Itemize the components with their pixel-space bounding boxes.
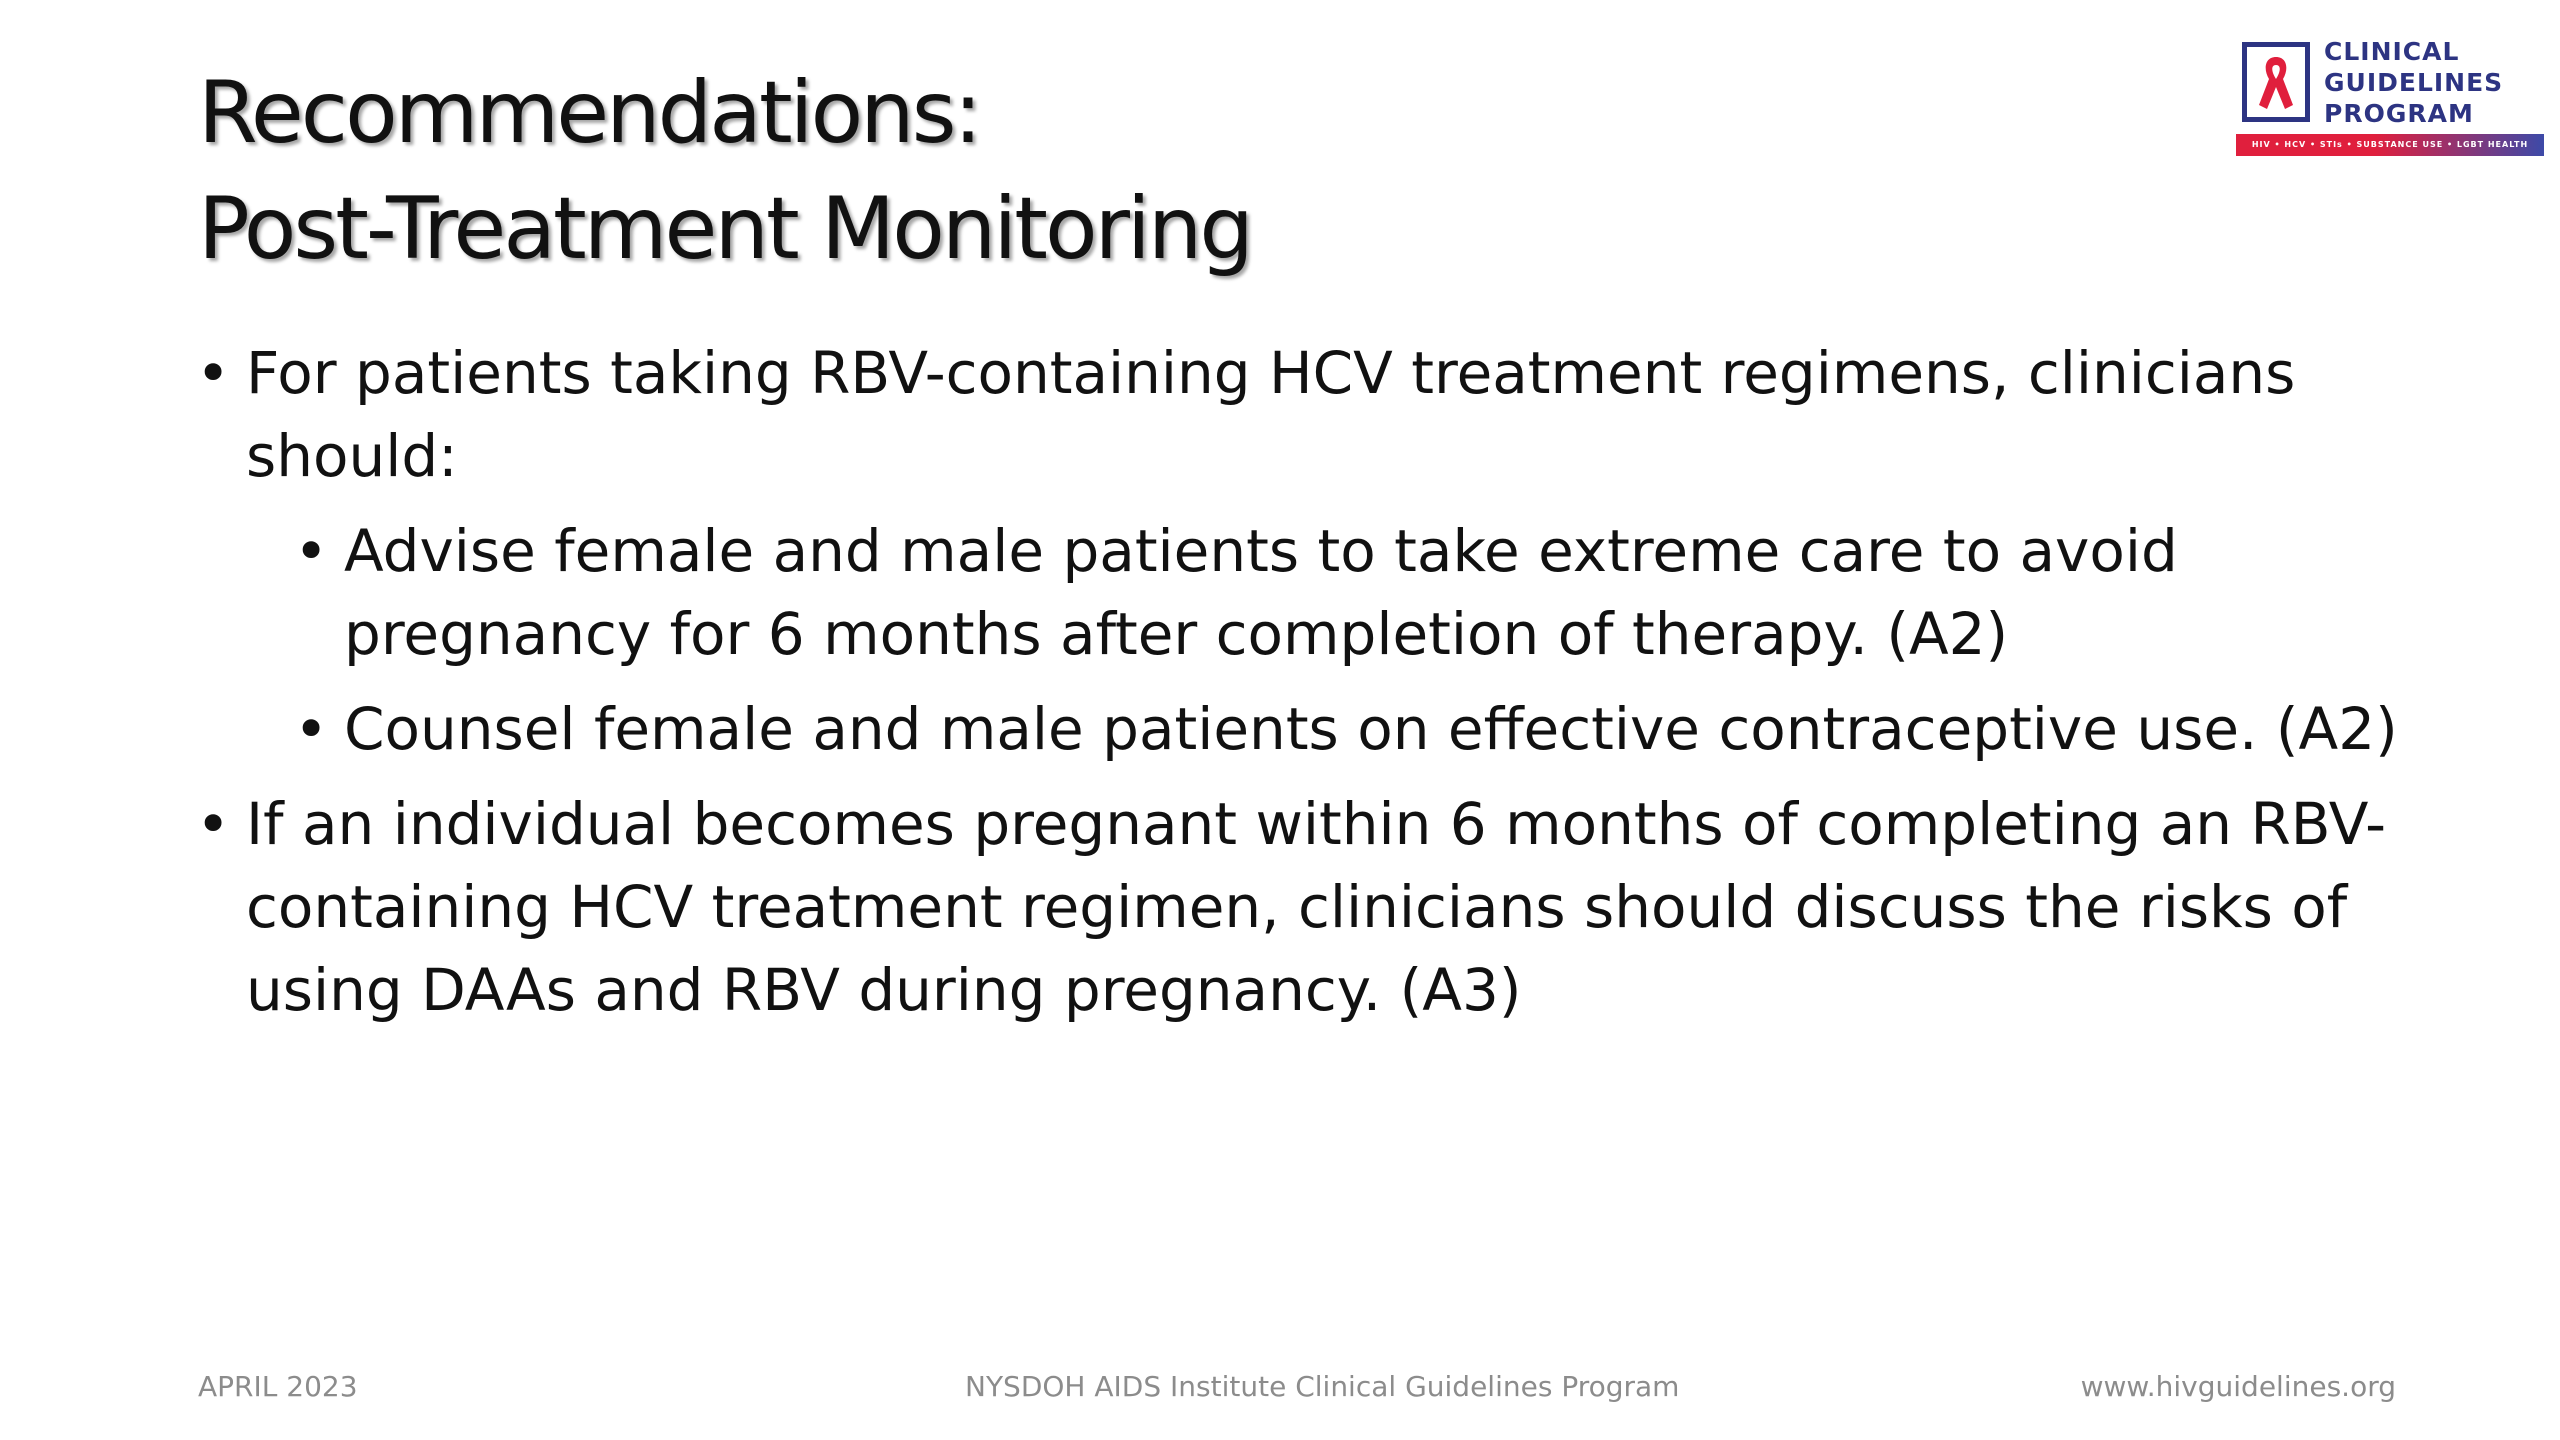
bullet-glyph: • bbox=[294, 517, 329, 585]
clinical-guidelines-logo bbox=[2236, 38, 2544, 160]
bullet-item bbox=[196, 332, 2436, 498]
logo-line-1: CLINICAL bbox=[2324, 37, 2460, 66]
logo-line-3: PROGRAM bbox=[2324, 99, 2474, 128]
bullet-glyph: • bbox=[294, 695, 329, 763]
title-line-1: Recommendations: bbox=[198, 63, 980, 163]
footer-date: APRIL 2023 bbox=[198, 1370, 358, 1403]
sub-bullet-text: Advise female and male patients to take extreme care to avoid pregnancy for 6 months after completion of therapy. (A2) bbox=[344, 517, 2178, 668]
sub-bullet-item bbox=[196, 510, 2436, 676]
slide-title bbox=[198, 55, 1251, 287]
logo-ribbon-frame bbox=[2242, 42, 2310, 122]
red-ribbon-icon bbox=[2255, 53, 2297, 111]
bullet-text: For patients taking RBV-containing HCV treatment regimens, clinicians should: bbox=[246, 339, 2296, 490]
bullet-text: If an individual becomes pregnant within 6 months of completing an RBV-containing HCV treatment regimen, clinicians should discuss the risks of using DAAs and RBV during pregnancy. (A3) bbox=[246, 790, 2386, 1024]
title-line-2: Post-Treatment Monitoring bbox=[198, 179, 1251, 279]
logo-wordmark bbox=[2324, 36, 2503, 129]
footer-url: www.hivguidelines.org bbox=[2080, 1370, 2396, 1403]
logo-line-2: GUIDELINES bbox=[2324, 68, 2504, 97]
footer-program: NYSDOH AIDS Institute Clinical Guidelines Program bbox=[965, 1370, 1680, 1403]
bullet-item bbox=[196, 783, 2436, 1032]
sub-bullet-item bbox=[196, 688, 2436, 771]
bullet-glyph: • bbox=[196, 790, 231, 858]
sub-bullet-text: Counsel female and male patients on effective contraceptive use. (A2) bbox=[344, 695, 2398, 763]
bullet-glyph: • bbox=[196, 339, 231, 407]
logo-tagline-bar: HIV • HCV • STIs • SUBSTANCE USE • LGBT HEALTH bbox=[2236, 134, 2544, 156]
bullet-list bbox=[196, 332, 2436, 1044]
